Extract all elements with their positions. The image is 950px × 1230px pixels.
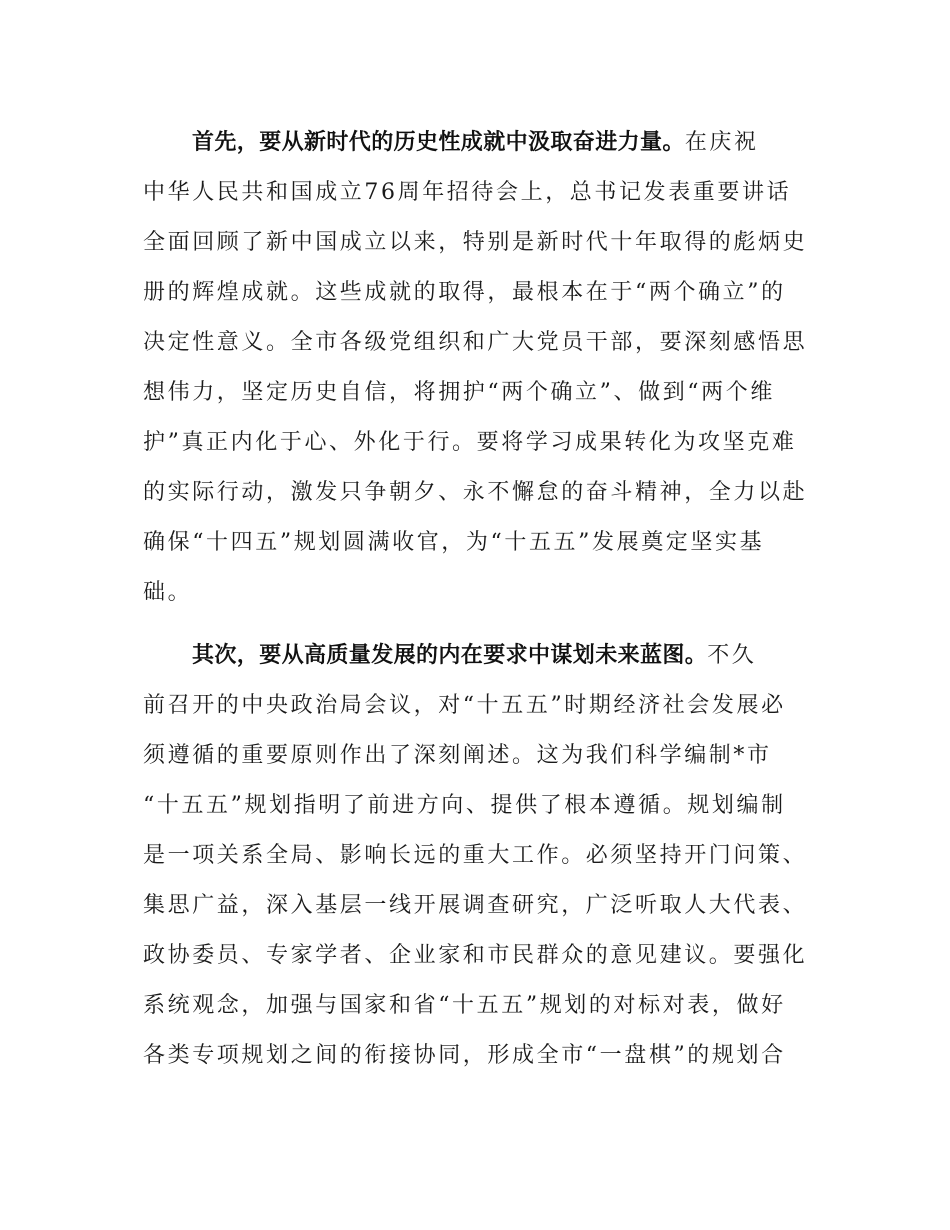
paragraph-line: 前召开的中央政治局会议，对“十五五”时期经济社会发展必: [143, 693, 786, 718]
paragraph-line: 各类专项规划之间的衔接协同，形成全市“一盘棋”的规划合: [143, 1043, 786, 1068]
paragraph-line: 础。: [143, 580, 193, 605]
paragraph-line: 册的辉煌成就。这些成就的取得，最根本在于“两个确立”的: [143, 280, 786, 305]
paragraph-lead-heading: 首先，要从新时代的历史性成就中汲取奋进力量。: [192, 130, 685, 155]
paragraph-line: 集思广益，深入基层一线开展调查研究，广泛听取人大代表、: [143, 893, 808, 918]
paragraph-line: 系统观念，加强与国家和省“十五五”规划的对标对表，做好: [143, 993, 786, 1018]
paragraph-line: 全面回顾了新中国成立以来，特别是新时代十年取得的彪炳史: [143, 230, 808, 255]
paragraph-line: [192, 128, 759, 158]
paragraph-line: 中华人民共和国成立76周年招待会上，总书记发表重要讲话: [143, 180, 792, 205]
paragraph-line: 的实际行动，激发只争朝夕、永不懈怠的奋斗精神，全力以赴: [143, 480, 808, 505]
paragraph-line: 政协委员、专家学者、企业家和市民群众的意见建议。要强化: [143, 943, 808, 968]
paragraph-line: 须遵循的重要原则作出了深刻阐述。这为我们科学编制*市: [143, 743, 772, 768]
paragraph-line: 想伟力，坚定历史自信，将拥护“两个确立”、做到“两个维: [143, 380, 775, 405]
paragraph-line: 决定性意义。全市各级党组织和广大党员干部，要深刻感悟思: [143, 330, 808, 355]
paragraph-line: 护”真正内化于心、外化于行。要将学习成果转化为攻坚克难: [143, 430, 797, 455]
paragraph-line: 确保“十四五”规划圆满收官，为“十五五”发展奠定坚实基: [143, 530, 765, 555]
paragraph-line: “十五五”规划指明了前进方向、提供了根本遵循。规划编制: [143, 793, 786, 818]
paragraph-text: 在庆祝: [684, 130, 759, 155]
paragraph-line: [192, 641, 756, 671]
paragraph-lead-heading: 其次，要从高质量发展的内在要求中谋划未来蓝图。: [192, 643, 708, 668]
paragraph-line: 是一项关系全局、影响长远的重大工作。必须坚持开门问策、: [143, 843, 808, 868]
paragraph-text: 不久: [707, 643, 757, 668]
